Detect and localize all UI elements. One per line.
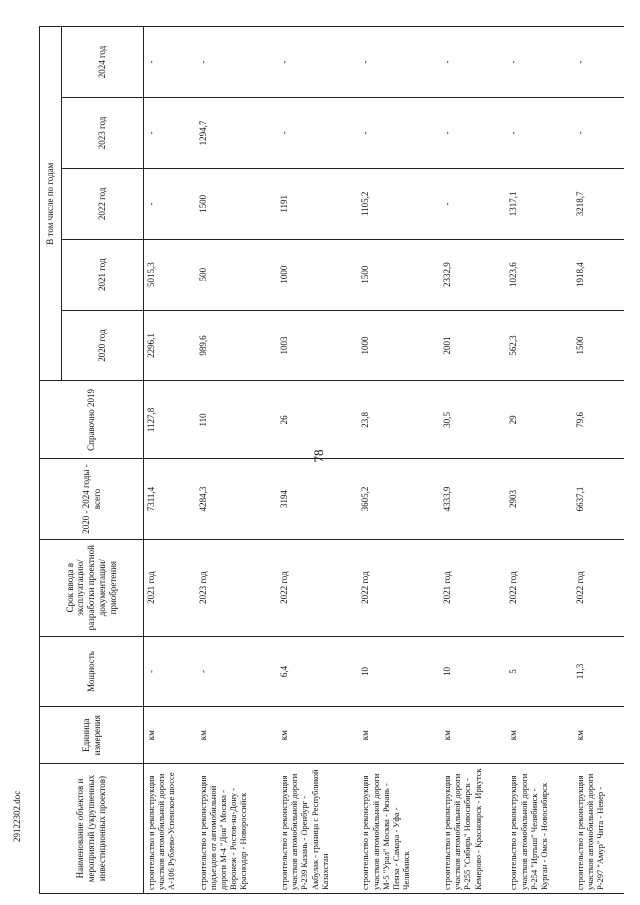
- cell-y2022: 1191: [277, 168, 358, 239]
- cell-ref: 30,5: [440, 381, 506, 459]
- cell-y2022: 1500: [196, 168, 277, 239]
- cell-unit: км: [573, 707, 624, 764]
- cell-y2024: -: [573, 27, 624, 98]
- cell-ref: 79,6: [573, 381, 624, 459]
- cell-y2020: 1500: [573, 310, 624, 381]
- cell-name: строительство и реконструкция участков автомобильной дороги Р-239 Казань - Оренбург - Акбулак - граница с Республикой Казахстан: [277, 764, 358, 894]
- cell-y2024: -: [277, 27, 358, 98]
- cell-term: 2022 год: [277, 539, 358, 636]
- cell-total: 3194: [277, 459, 358, 539]
- cell-total: 2903: [506, 459, 572, 539]
- cell-name: строительство и реконструкция подъездов от автомобильной дороги М-4 "Дон" Москва - Воронеж - Ростов-на-Дону - Краснодар - Новороссийск: [196, 764, 277, 894]
- cell-term: 2022 год: [573, 539, 624, 636]
- cell-y2020: 2296,1: [144, 310, 196, 381]
- cell-term: 2022 год: [358, 539, 439, 636]
- footer-filename: 29122302.doc: [12, 790, 22, 842]
- cell-ref: 1127,8: [144, 381, 196, 459]
- page-number: 78: [311, 449, 326, 463]
- header-total: 2020 - 2024 годы - всего: [40, 459, 144, 539]
- header-ref: Справочно 2019: [40, 381, 144, 459]
- cell-y2022: 1105,2: [358, 168, 439, 239]
- cell-y2022: 1317,1: [506, 168, 572, 239]
- table-row: [277, 27, 358, 894]
- cell-name: строительство и реконструкция участков автомобильной дороги Р-254 "Иртыш" Челябинск - Курган - Омск - Новосибирск: [506, 764, 572, 894]
- cell-unit: км: [144, 707, 196, 764]
- cell-y2024: -: [506, 27, 572, 98]
- cell-y2020: 1000: [358, 310, 439, 381]
- header-unit: Единица измерения: [40, 707, 144, 764]
- cell-y2021: 1023,6: [506, 239, 572, 310]
- header-year: 2020 год: [62, 310, 144, 381]
- cell-total: 4284,3: [196, 459, 277, 539]
- cell-y2023: -: [277, 98, 358, 169]
- cell-power: 10: [358, 636, 439, 707]
- investment-table-rotated: [39, 26, 624, 894]
- header-year: 2022 год: [62, 168, 144, 239]
- header-power: Мощность: [40, 636, 144, 707]
- cell-ref: 29: [506, 381, 572, 459]
- cell-term: 2023 год: [196, 539, 277, 636]
- cell-ref: 23,8: [358, 381, 439, 459]
- cell-power: -: [196, 636, 277, 707]
- table-row: [144, 27, 196, 894]
- cell-unit: км: [440, 707, 506, 764]
- table-row: [196, 27, 277, 894]
- table-row: [440, 27, 506, 894]
- cell-name: строительство и реконструкция участков автомобильной дороги М-5 "Урал" Москва - Рязань - Пенза - Самара - Уфа - Челябинск: [358, 764, 439, 894]
- table-row: [506, 27, 572, 894]
- cell-y2021: 5015,3: [144, 239, 196, 310]
- header-year: 2023 год: [62, 98, 144, 169]
- cell-ref: 26: [277, 381, 358, 459]
- cell-name: строительство и реконструкция участков автомобильной дороги Р-255 "Сибирь" Новосибирск - Кемерово - Красноярск - Иркутск: [440, 764, 506, 894]
- cell-total: 6637,1: [573, 459, 624, 539]
- cell-y2021: 1500: [358, 239, 439, 310]
- cell-y2020: 2001: [440, 310, 506, 381]
- cell-unit: км: [277, 707, 358, 764]
- cell-y2022: -: [144, 168, 196, 239]
- cell-total: 4333,9: [440, 459, 506, 539]
- cell-y2023: -: [358, 98, 439, 169]
- cell-power: -: [144, 636, 196, 707]
- cell-y2020: 1003: [277, 310, 358, 381]
- cell-term: 2022 год: [506, 539, 572, 636]
- cell-ref: 110: [196, 381, 277, 459]
- cell-y2021: 1000: [277, 239, 358, 310]
- cell-term: 2021 год: [440, 539, 506, 636]
- header-name: Наименование объектов и мероприятий (укрупненных инвестиционных проектов): [40, 764, 144, 894]
- cell-y2023: -: [573, 98, 624, 169]
- cell-unit: км: [196, 707, 277, 764]
- header-term: Срок ввода в эксплуатацию/ разработки проектной документации/ приобретения: [40, 539, 144, 636]
- cell-power: 6,4: [277, 636, 358, 707]
- cell-y2023: -: [144, 98, 196, 169]
- cell-y2020: 989,6: [196, 310, 277, 381]
- cell-total: 7311,4: [144, 459, 196, 539]
- cell-power: 5: [506, 636, 572, 707]
- cell-y2022: -: [440, 168, 506, 239]
- table-row: [358, 27, 439, 894]
- cell-y2024: -: [144, 27, 196, 98]
- investment-table: [39, 26, 624, 894]
- cell-y2024: -: [358, 27, 439, 98]
- cell-y2020: 562,3: [506, 310, 572, 381]
- cell-y2023: 1294,7: [196, 98, 277, 169]
- table-row: [573, 27, 624, 894]
- cell-y2023: -: [440, 98, 506, 169]
- cell-y2021: 1918,4: [573, 239, 624, 310]
- cell-name: строительство и реконструкция участков автомобильной дороги Р-297 "Амур" Чита - Невер -: [573, 764, 624, 894]
- cell-y2024: -: [440, 27, 506, 98]
- header-group: В том числе по годам: [40, 27, 62, 381]
- header-year: 2021 год: [62, 239, 144, 310]
- cell-power: 11,3: [573, 636, 624, 707]
- header-year: 2024 год: [62, 27, 144, 98]
- cell-y2021: 2332,9: [440, 239, 506, 310]
- cell-total: 3605,2: [358, 459, 439, 539]
- cell-y2021: 500: [196, 239, 277, 310]
- cell-y2024: -: [196, 27, 277, 98]
- cell-power: 10: [440, 636, 506, 707]
- cell-y2022: 3218,7: [573, 168, 624, 239]
- cell-term: 2021 год: [144, 539, 196, 636]
- cell-unit: км: [358, 707, 439, 764]
- cell-name: строительство и реконструкция участков автомобильной дороги А-106 Рублево-Успенское шоссе: [144, 764, 196, 894]
- cell-unit: км: [506, 707, 572, 764]
- cell-y2023: -: [506, 98, 572, 169]
